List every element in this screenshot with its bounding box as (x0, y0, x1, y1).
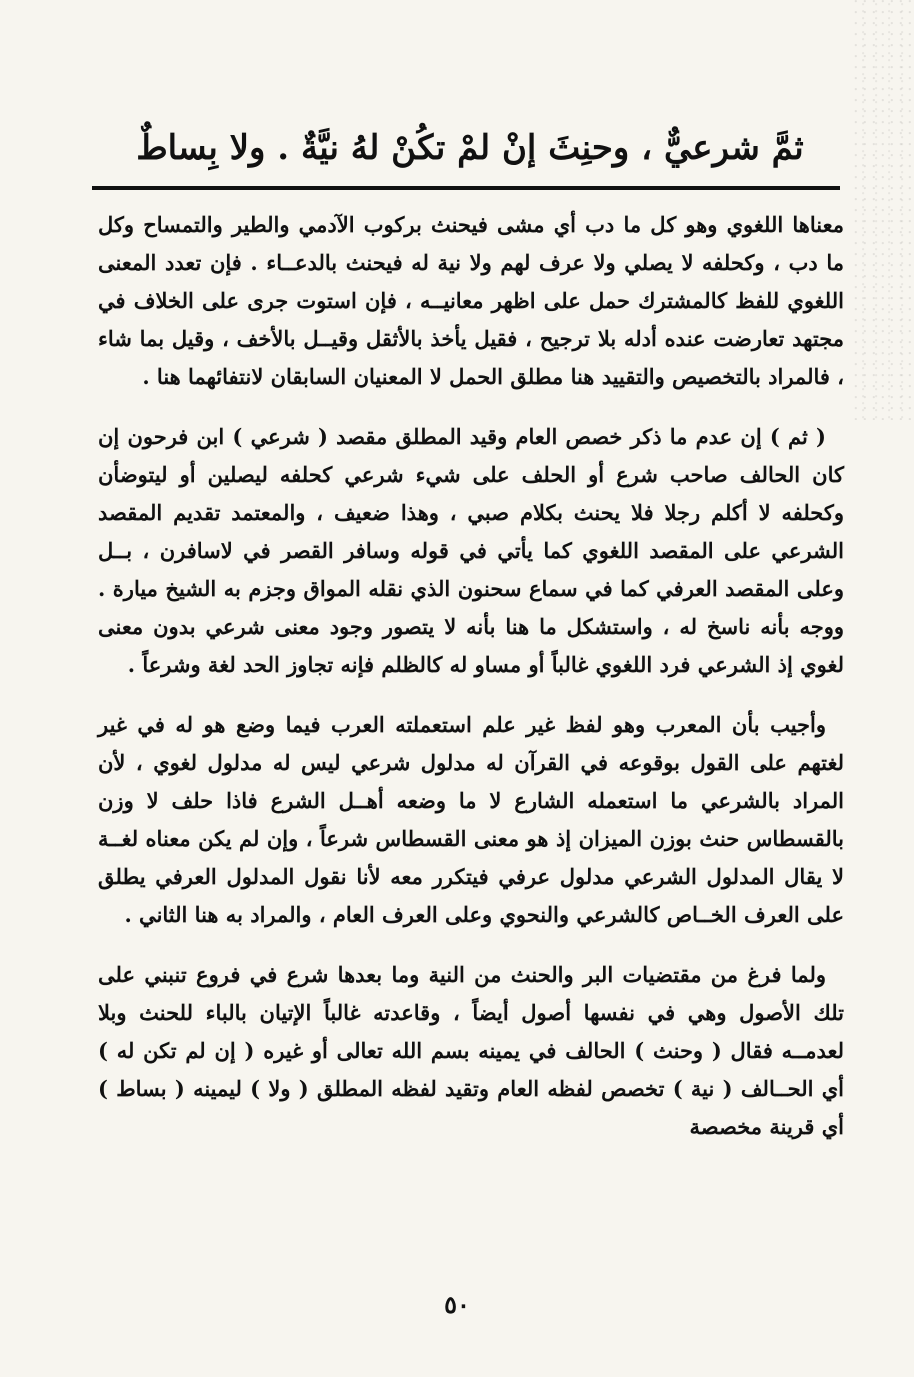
paragraph: وأجيب بأن المعرب وهو لفظ غير علم استعملته العرب فيما وضع هو له في غير لغتهم على القول بوقوعه في القرآن له مدلول شرعي ليس له مدلول لغوي ، لأن المراد بالشرعي ما استعمله الشارع لا ما وضعه أهــل الشرع فاذا حلف لا وزن بالقسطاس حنث بوزن الميزان إذ هو معنى القسطاس شرعاً ، وإن لم يكن معناه لغــة لا يقال المدلول الشرعي مدلول عرفي فيتكرر معه لأنا نقول المدلول العرفي يطلق على العرف الخــاص كالشرعي والنحوي وعلى العرف العام ، والمراد به هنا الثاني . (98, 712, 844, 927)
heading-rule (92, 186, 840, 190)
paragraph: ( ثم ) إن عدم ما ذكر خصص العام وقيد المطلق مقصد ( شرعي ) ابن فرحون إن كان الحالف صاحب شرع أو الحلف على شيء شرعي كحلفه ليصلين أو ليتوضأن وكحلفه لا أكلم رجلا فلا يحنث بكلام صبي ، وهذا ضعيف ، والمعتمد تقديم المقصد الشرعي على المقصد اللغوي كما يأتي في قوله وسافر القصر في لاسافرن ، بــل وعلى المقصد العرفي كما في سماع سحنون الذي نقله المواق وجزم به الشيخ ميارة . ووجه بأنه ناسخ له ، واستشكل ما هنا بأنه لا يتصور وجود معنى شرعي بدون معنى لغوي إذ الشرعي فرد اللغوي غالباً أو مساو له كالظلم فإنه تجاوز الحد لغة وشرعاً . (98, 424, 845, 677)
page-number: ٥٠ (444, 1290, 470, 1319)
paragraph: معناها اللغوي وهو كل ما دب أي مشى فيحنث بركوب الآدمي والطير والتمساح وكل ما دب ، وكحلفه لا يصلي ولا عرف لهم ولا نية له فيحنث بالدعــاء . فإن تعدد المعنى اللغوي للفظ كالمشترك حمل على اظهر معانيــه ، فإن استوت جرى على الخلاف في مجتهد تعارضت عنده أدله بلا ترجيح ، فقيل يأخذ بالأثقل وقيــل بالأخف ، وقيل بما شاء ، فالمراد بالتخصيص والتقييد هنا مطلق الحمل لا المعنيان السابقان لانتفائهما هنا . (98, 212, 844, 389)
scan-speckle (854, 0, 914, 420)
commentary-body (98, 206, 844, 1168)
paragraph: ولما فرغ من مقتضيات البر والحنث من النية وما بعدها شرع في فروع تنبني على تلك الأصول وهي في نفسها أصول أيضاً ، وقاعدته غالباً الإتيان بالباء للحنث وبلا لعدمــه فقال ( وحنث ) الحالف في يمينه بسم الله تعالى أو غيره ( إن لم تكن له ) أي الحــالف ( نية ) تخصص لفظه العام وتقيد لفظه المطلق ( ولا ) ليمينه ( بساط ) أي قرينة مخصصة (98, 962, 844, 1139)
verse-heading: ثمَّ شرعيٌّ ، وحنِثَ إنْ لمْ تكُنْ لهُ نيَّةٌ . ولا بِساطٌ (136, 128, 804, 168)
